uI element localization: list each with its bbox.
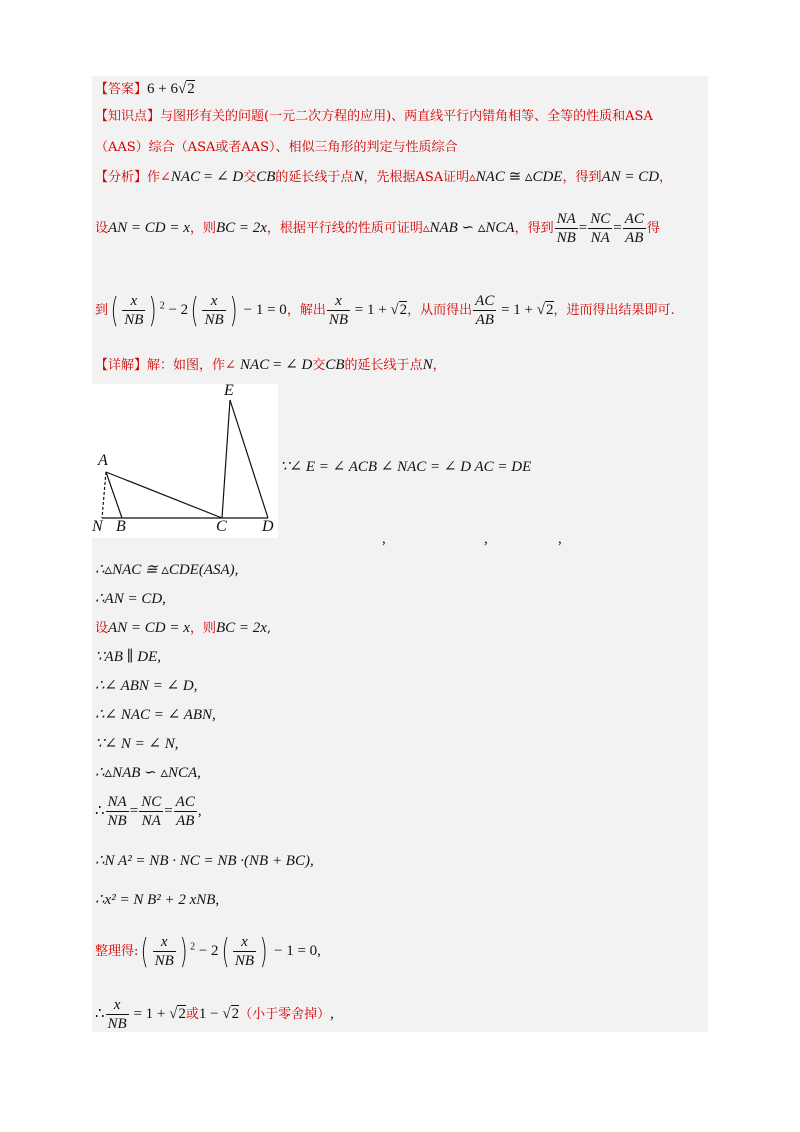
fraction (473, 292, 496, 329)
triangle-diagram (92, 384, 278, 538)
fraction-numerator: NA (107, 794, 127, 810)
segment-an-dashed (102, 472, 106, 518)
step-ratio: ∴ $\frac{NA}{NB}$ = $\frac{NC}{NA}$ = $\frac{AC}{AB}$ , (95, 794, 202, 829)
label-a: A (98, 452, 108, 469)
step-text: , (197, 803, 202, 819)
fraction-denominator: NB (154, 953, 174, 969)
fraction (555, 210, 578, 247)
step-label: 整理得: (95, 944, 139, 959)
analysis-text: 的延长线于点 (275, 170, 354, 185)
analysis-math: NAC (170, 169, 201, 185)
fraction-numerator: x (106, 996, 129, 1015)
step-let (95, 619, 271, 638)
fraction-denominator: NA (141, 813, 161, 829)
step-math: AN = CD = x (108, 620, 190, 636)
detail-math: NAC (240, 357, 270, 373)
step-text: 设 (95, 621, 109, 636)
fraction (106, 793, 129, 830)
knowledge-line-1 (95, 108, 653, 126)
fraction (327, 292, 350, 329)
fraction-numerator: x (327, 292, 350, 311)
analysis-math: NCA (485, 220, 515, 236)
label-c: C (216, 518, 227, 535)
fraction-denominator: NB (107, 813, 127, 829)
fraction-denominator: AB (475, 312, 494, 328)
fraction-denominator: NB (234, 953, 254, 969)
fraction (623, 210, 646, 247)
knowledge-text-2: （AAS）综合（ASA或者AAS）、相似三角形的判定与性质综合 (95, 140, 458, 155)
step-angle-n: ∵∠ N = ∠ N, (95, 736, 179, 752)
fraction-denominator: NB (124, 312, 144, 328)
analysis-math: NAB (429, 220, 458, 236)
fraction-numerator: NC (141, 794, 162, 810)
detail-math: = ∠ (269, 357, 302, 373)
fraction-numerator: NA (556, 211, 576, 227)
step-text: , (266, 621, 272, 636)
step-na-squared: ∴N A² = NB · NC = NB ·(NB + BC), (95, 853, 314, 869)
fraction-numerator: x (233, 933, 256, 952)
step-text: ∴ (95, 1006, 105, 1022)
step-angle-nac: ∴∠ NAC = ∠ ABN, (95, 707, 216, 723)
fraction (233, 933, 256, 970)
fraction-denominator: AB (176, 813, 195, 829)
step-text: ，则 (189, 621, 216, 636)
fraction (588, 210, 612, 247)
analysis-text: ， (659, 170, 673, 185)
answer-label: 【答案】 (95, 82, 148, 97)
fraction-denominator: NB (328, 312, 348, 328)
analysis-text: 作∠ (147, 170, 171, 185)
radicand: 2 (546, 302, 554, 318)
step-angle-abn: ∴∠ ABN = ∠ D, (95, 678, 198, 694)
analysis-text: ，得到 (514, 221, 554, 236)
analysis-math: CDE (532, 169, 563, 185)
knowledge-line-2 (95, 139, 458, 157)
step-note: （小于零舍掉） (239, 1007, 331, 1022)
detail-text: 交 (312, 358, 326, 373)
detail-text: 解：如图，作∠ (147, 358, 241, 373)
analysis-math: AN = CD = x (108, 220, 190, 236)
analysis-line-1 (95, 168, 672, 187)
label-d: D (262, 518, 274, 535)
detail-heading (95, 356, 446, 375)
analysis-text: 得 (646, 221, 660, 236)
analysis-line-3: 到( $\frac{x}{NB}$ ) $^2$ − 2( $\frac{x}{NB}$ ) − 1 = 0，解出 $\frac{x}{NB}$ = 1 + √2，从而得出 $\frac{AC}{AB}$ = 1 + √2，进而得出结果即可. (95, 290, 675, 331)
analysis-text: 交 (243, 170, 257, 185)
step-x-squared: ∴x² = N B² + 2 xNB, (95, 892, 220, 908)
fraction-numerator: x (153, 933, 176, 952)
detail-text: ， (432, 358, 446, 373)
analysis-line-2: 设AN = CD = x，则BC = 2x，根据平行线的性质可证明▵NAB ∽ ▵NCA，得到 $\frac{NA}{NB}$ = $\frac{NC}{NA}$ = $\frac{AC}{AB}$ 得 (95, 211, 660, 246)
radicand: 2 (231, 1006, 240, 1022)
radicand: 2 (399, 302, 408, 318)
comma-1: , (382, 531, 386, 547)
step-math: − 1 = 0, (270, 943, 321, 959)
analysis-label: 【分析】 (95, 170, 148, 185)
analysis-math: NAC (475, 169, 505, 185)
analysis-text: ，根据平行线的性质可证明▵ (266, 221, 430, 236)
analysis-text: 到 (95, 303, 109, 318)
because-line: ∵∠ E = ∠ ACB ∠ NAC = ∠ D AC = DE (280, 459, 532, 475)
analysis-math: ∽ ▵ (457, 220, 486, 236)
geometry-figure (92, 384, 278, 538)
fraction-denominator: AB (625, 230, 644, 246)
fraction (202, 292, 225, 329)
step-math: BC = 2x (215, 620, 267, 636)
step-solution: ∴ $\frac{x}{NB}$ = 1 + √2或1 − √2（小于零舍掉）, (95, 997, 334, 1032)
fraction (139, 793, 163, 830)
step-congruent: ∴▵NAC ≅ ▵CDE(ASA), (95, 562, 239, 578)
fraction-denominator: NB (107, 1016, 127, 1032)
analysis-math: = ∠ (200, 169, 233, 185)
step-arrange: 整理得:( $\frac{x}{NB}$ ) $^2$ − 2( $\frac{x}{NB}$ ) − 1 = 0, (95, 931, 321, 972)
label-n: N (92, 518, 103, 535)
step-an-cd: ∴AN = CD, (95, 591, 166, 607)
comma-3: , (558, 531, 562, 547)
analysis-math: ≅ ▵ (504, 169, 533, 185)
step-text: , (330, 1006, 334, 1022)
fraction-numerator: x (202, 292, 225, 311)
fraction (106, 996, 129, 1033)
fraction-numerator: AC (175, 794, 195, 810)
step-math: = 1 + (129, 1006, 170, 1022)
analysis-text: ，先根据ASA证明▵ (363, 170, 476, 185)
analysis-math: = 1 + (497, 302, 537, 318)
answer-value: 6 + 6 (147, 81, 178, 97)
fraction (122, 292, 145, 329)
analysis-math: = 1 + (351, 302, 391, 318)
detail-text: 的延长线于点 (344, 358, 423, 373)
segment-ac (106, 472, 222, 518)
step-text: ∴ (95, 803, 105, 819)
segment-ec (222, 400, 230, 518)
analysis-text: 设 (95, 221, 109, 236)
detail-math: CB (325, 357, 345, 373)
detail-math: N (422, 357, 433, 373)
analysis-text: ，从而得出 (407, 303, 473, 318)
step-parallel: ∵AB ∥ DE, (95, 649, 162, 665)
answer-radicand: 2 (187, 81, 195, 97)
fraction-denominator: NA (590, 230, 610, 246)
comma-2: , (484, 531, 488, 547)
analysis-math: − 2 (164, 302, 189, 318)
analysis-math: − 1 = 0 (239, 302, 287, 318)
detail-math: D (301, 357, 313, 373)
analysis-math: CB (256, 169, 276, 185)
analysis-math: BC = 2x (215, 220, 267, 236)
knowledge-label: 【知识点】 (95, 109, 161, 124)
fraction (174, 793, 197, 830)
analysis-text: ，得到 (562, 170, 602, 185)
analysis-text: ，进而得出结果即可. (553, 303, 675, 318)
analysis-math: D (232, 169, 244, 185)
detail-label: 【详解】 (95, 358, 148, 373)
fraction-numerator: NC (590, 211, 611, 227)
fraction-numerator: AC (475, 293, 495, 309)
fraction-numerator: AC (624, 211, 644, 227)
segment-ed (230, 400, 268, 518)
radicand: 2 (178, 1006, 186, 1022)
step-math: − 2 (195, 943, 219, 959)
fraction-denominator: NB (204, 312, 224, 328)
step-text: 或 (185, 1007, 199, 1022)
label-b: B (116, 518, 126, 535)
label-e: E (224, 382, 234, 399)
answer-line: 【答案】6 + 6√2 (95, 81, 195, 97)
analysis-text: ，解出 (286, 303, 326, 318)
analysis-text: ，则 (189, 221, 216, 236)
fraction (153, 933, 176, 970)
segment-ab (106, 472, 122, 518)
step-math: 1 − (198, 1006, 223, 1022)
fraction-denominator: NB (556, 230, 576, 246)
analysis-math: AN = CD (601, 169, 660, 185)
knowledge-text-1: 与图形有关的问题(一元二次方程的应用)、两直线平行内错角相等、全等的性质和ASA (160, 109, 653, 124)
analysis-math: N (353, 169, 364, 185)
step-similar: ∴▵NAB ∽ ▵NCA, (95, 765, 201, 781)
fraction-numerator: x (122, 292, 145, 311)
